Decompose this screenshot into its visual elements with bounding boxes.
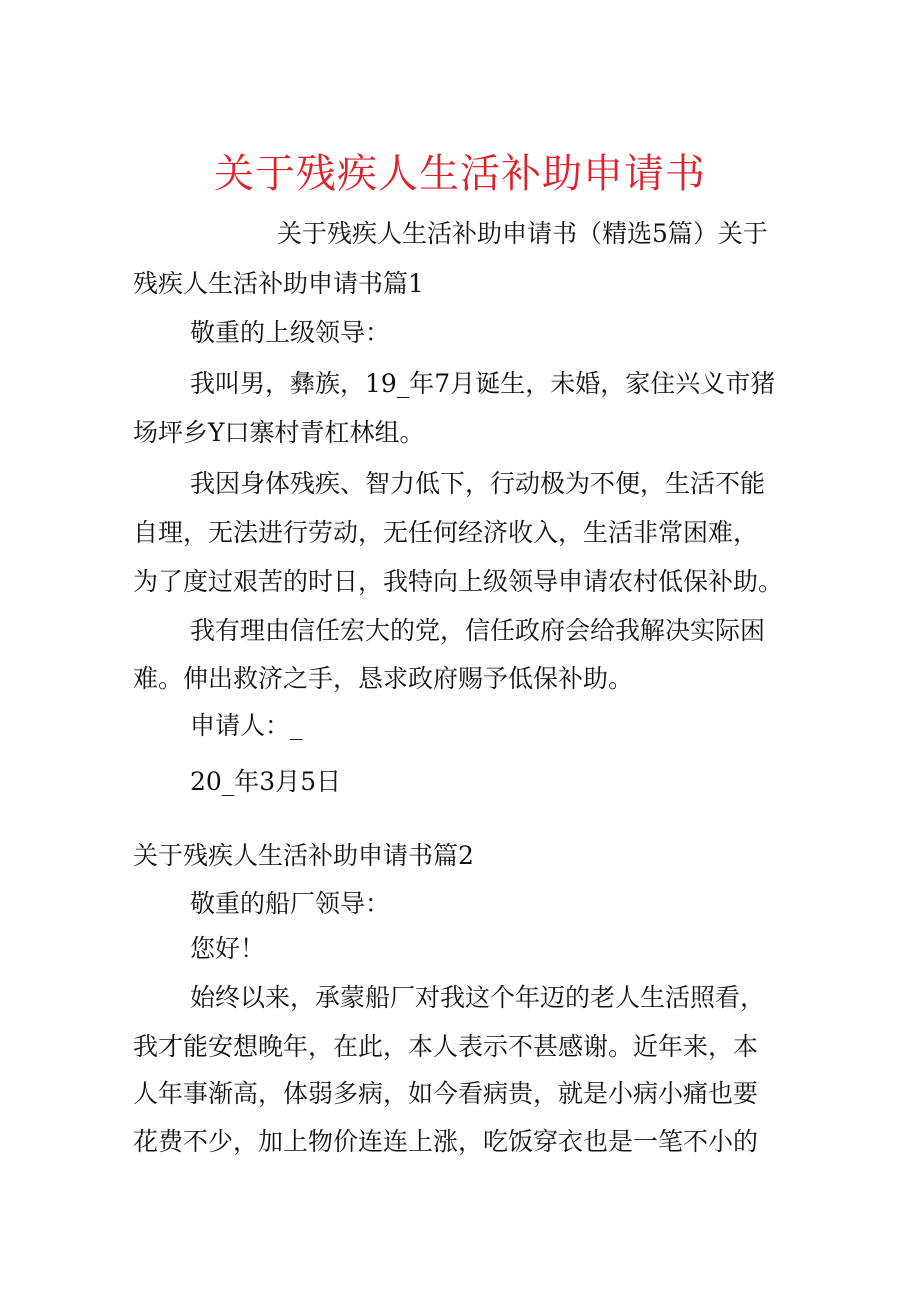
paragraph-line: 花费不少，加上物价连连上涨，吃饭穿衣也是一笔不小的 [133, 1127, 759, 1156]
applicant-signature: 申请人：_ [190, 711, 303, 740]
section-heading-1: 残疾人生活补助申请书篇1 [133, 269, 424, 298]
paragraph-line: 场坪乡Y口寨村青杠林组。 [133, 418, 425, 447]
paragraph-line: 自理，无法进行劳动，无任何经济收入，生活非常困难， [133, 518, 759, 547]
paragraph-line: 我有理由信任宏大的党，信任政府会给我解决实际困 [190, 616, 766, 645]
salutation-2: 敬重的船厂领导： [190, 889, 391, 918]
paragraph-line: 我才能安想晚年，在此，本人表示不甚感谢。近年来，本 [133, 1032, 759, 1061]
paragraph-line: 为了度过艰苦的时日，我特向上级领导申请农村低保补助。 [133, 567, 784, 596]
application-date: 20_年3月5日 [190, 767, 342, 796]
paragraph-line: 我叫男，彝族，19_年7月诞生，未婚，家住兴义市猪 [190, 369, 776, 398]
paragraph-line: 我因身体残疾、智力低下，行动极为不便，生活不能 [190, 469, 766, 498]
paragraph-line: 人年事渐高，体弱多病，如今看病贵，就是小病小痛也要 [133, 1079, 759, 1108]
intro-line: 关于残疾人生活补助申请书（精选5篇）关于 [277, 219, 768, 248]
section-heading-2: 关于残疾人生活补助申请书篇2 [133, 841, 474, 870]
paragraph-line: 难。伸出救济之手，恳求政府赐予低保补助。 [133, 664, 634, 693]
paragraph-line: 始终以来，承蒙船厂对我这个年迈的老人生活照看， [190, 983, 766, 1012]
salutation-1: 敬重的上级领导： [190, 318, 391, 347]
greeting: 您好！ [190, 934, 266, 963]
document-title: 关于残疾人生活补助申请书 [214, 151, 706, 197]
